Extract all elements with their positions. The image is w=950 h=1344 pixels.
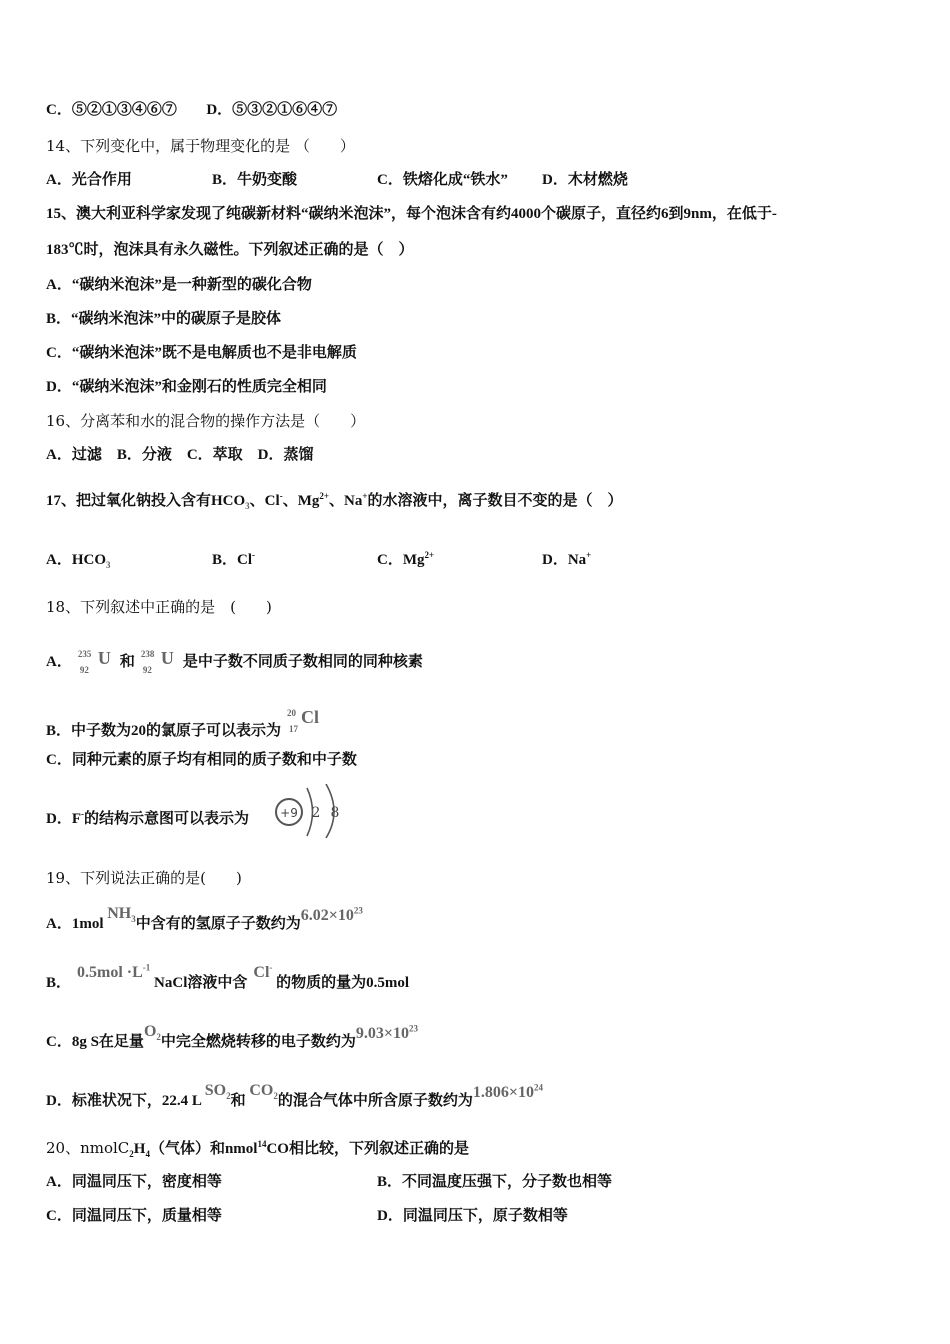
q20-option-b: B．不同温度压强下，分子数也相等 — [377, 1174, 613, 1190]
nh3-formula: $NH_3$ — [107, 905, 136, 925]
cl-ion: Cl- — [253, 962, 273, 981]
q17-option-b: B．Cl- — [212, 550, 256, 568]
q18-option-a: A． 235 92 U 和 238 92 U 是中子数不同质子数相同的同种核素 — [46, 644, 423, 674]
q19-option-c: C．8g S在足量$O_2$中完全燃烧转移的电子数约为$9.03\times 10^{23}$ — [46, 1023, 419, 1050]
q14-option-b: B．牛奶变酸 — [212, 172, 298, 188]
q16-options: A．过滤 B．分液 C．萃取 D．蒸馏 — [46, 447, 314, 463]
q19-option-b: B．$0.5mol \cdot L^{-1}$ NaCl溶液中含Cl- 的物质的量为0.5mol — [46, 962, 410, 991]
nucleus-charge: +9 — [280, 806, 298, 820]
avogadro-a: $6.02\times 10^{23}$ — [300, 905, 363, 924]
q18-option-b: B．中子数为20的氯原子可以表示为 20 17 Cl — [46, 703, 329, 741]
q14-stem: 14、下列变化中，属于物理变化的是 （ ） — [46, 137, 355, 155]
q17-stem: 17、把过氧化钠投入含有$HCO_3$、Cl-、$Mg^{2+}$、Na+的水溶液中，离子数目不变的是（ ） — [46, 491, 623, 511]
q15-stem-line1: 15、澳大利亚科学家发现了纯碳新材料“碳纳米泡沫”，每个泡沫含有约4000个碳原子，直径约6到9nm，在低于- — [46, 206, 777, 222]
q14-option-a: A．光合作用 — [46, 172, 132, 188]
q15-option-d: D．“碳纳米泡沫”和金刚石的性质完全相同 — [46, 379, 327, 395]
q15-option-c: C．“碳纳米泡沫”既不是电解质也不是非电解质 — [46, 345, 357, 361]
u238-symbol: 238 92 U — [140, 648, 174, 675]
q17-option-d: D．Na+ — [542, 550, 592, 568]
q14-option-d: D．木材燃烧 — [542, 172, 628, 188]
q19-stem: 19、下列说法正确的是( ) — [46, 869, 242, 887]
q13-options — [46, 100, 337, 120]
q20-option-c: C．同温同压下，质量相等 — [46, 1208, 222, 1224]
q14-option-c: C．铁熔化成“铁水” — [377, 172, 508, 188]
q15-option-a: A．“碳纳米泡沫”是一种新型的碳化合物 — [46, 277, 312, 293]
so2-formula: $SO_2$ — [204, 1082, 231, 1102]
q14-options — [46, 170, 926, 190]
q20-options-row2 — [46, 1206, 926, 1226]
q17-option-c: C．$Mg^{2+}$ — [377, 550, 435, 568]
concentration: $0.5mol \cdot L^{-1}$ — [77, 962, 151, 981]
q17-options — [46, 550, 926, 570]
shell-1-electrons: 2 — [311, 805, 321, 821]
q19-option-d: D．标准状况下，22.4 L $SO_2$和 $CO_2$的混合气体中所含原子数约为$1.806\times 10^{24}$ — [46, 1082, 544, 1109]
o2-formula: $O_2$ — [143, 1023, 161, 1043]
q15-option-b: B．“碳纳米泡沫”中的碳原子是胶体 — [46, 311, 282, 327]
avogadro-d: $1.806\times 10^{24}$ — [472, 1082, 544, 1101]
q13-option-d: D．⑤③②①⑥④⑦ — [206, 102, 338, 118]
q20-stem: 20、$nmolC_2H_4$（气体）和nmol$^{14}$CO相比较，下列叙述正确的是 — [46, 1139, 469, 1159]
avogadro-c: $9.03\times 10^{23}$ — [355, 1023, 419, 1042]
cl-symbol: 20 17 Cl — [287, 707, 320, 734]
fluoride-structure-diagram — [272, 784, 348, 838]
q17-option-a: A．$HCO_3$ — [46, 552, 111, 570]
q13-option-c: C．⑤②①③④⑥⑦ — [46, 102, 177, 118]
q20-options-row1 — [46, 1172, 926, 1192]
q18-stem: 18、下列叙述中正确的是 ( ) — [46, 598, 272, 616]
q19-option-a: A．1mol $NH_3$中含有的氢原子子数约为$6.02\times 10^{23}$ — [46, 905, 363, 932]
q20-option-a: A．同温同压下，密度相等 — [46, 1174, 222, 1190]
q16-stem: 16、分离苯和水的混合物的操作方法是（ ） — [46, 412, 366, 430]
shell-2-electrons: 8 — [330, 805, 340, 821]
q18-option-d: D．F-的结构示意图可以表示为 — [46, 809, 250, 827]
q18-option-c: C．同种元素的原子均有相同的质子数和中子数 — [46, 752, 357, 768]
co2-formula: $CO_2$ — [249, 1082, 278, 1102]
q15-stem-line2: 183℃时，泡沫具有永久磁性。下列叙述正确的是（ ） — [46, 242, 414, 258]
u235-symbol: 235 92 U — [77, 648, 111, 675]
q20-option-d: D．同温同压下，原子数相等 — [377, 1208, 568, 1224]
